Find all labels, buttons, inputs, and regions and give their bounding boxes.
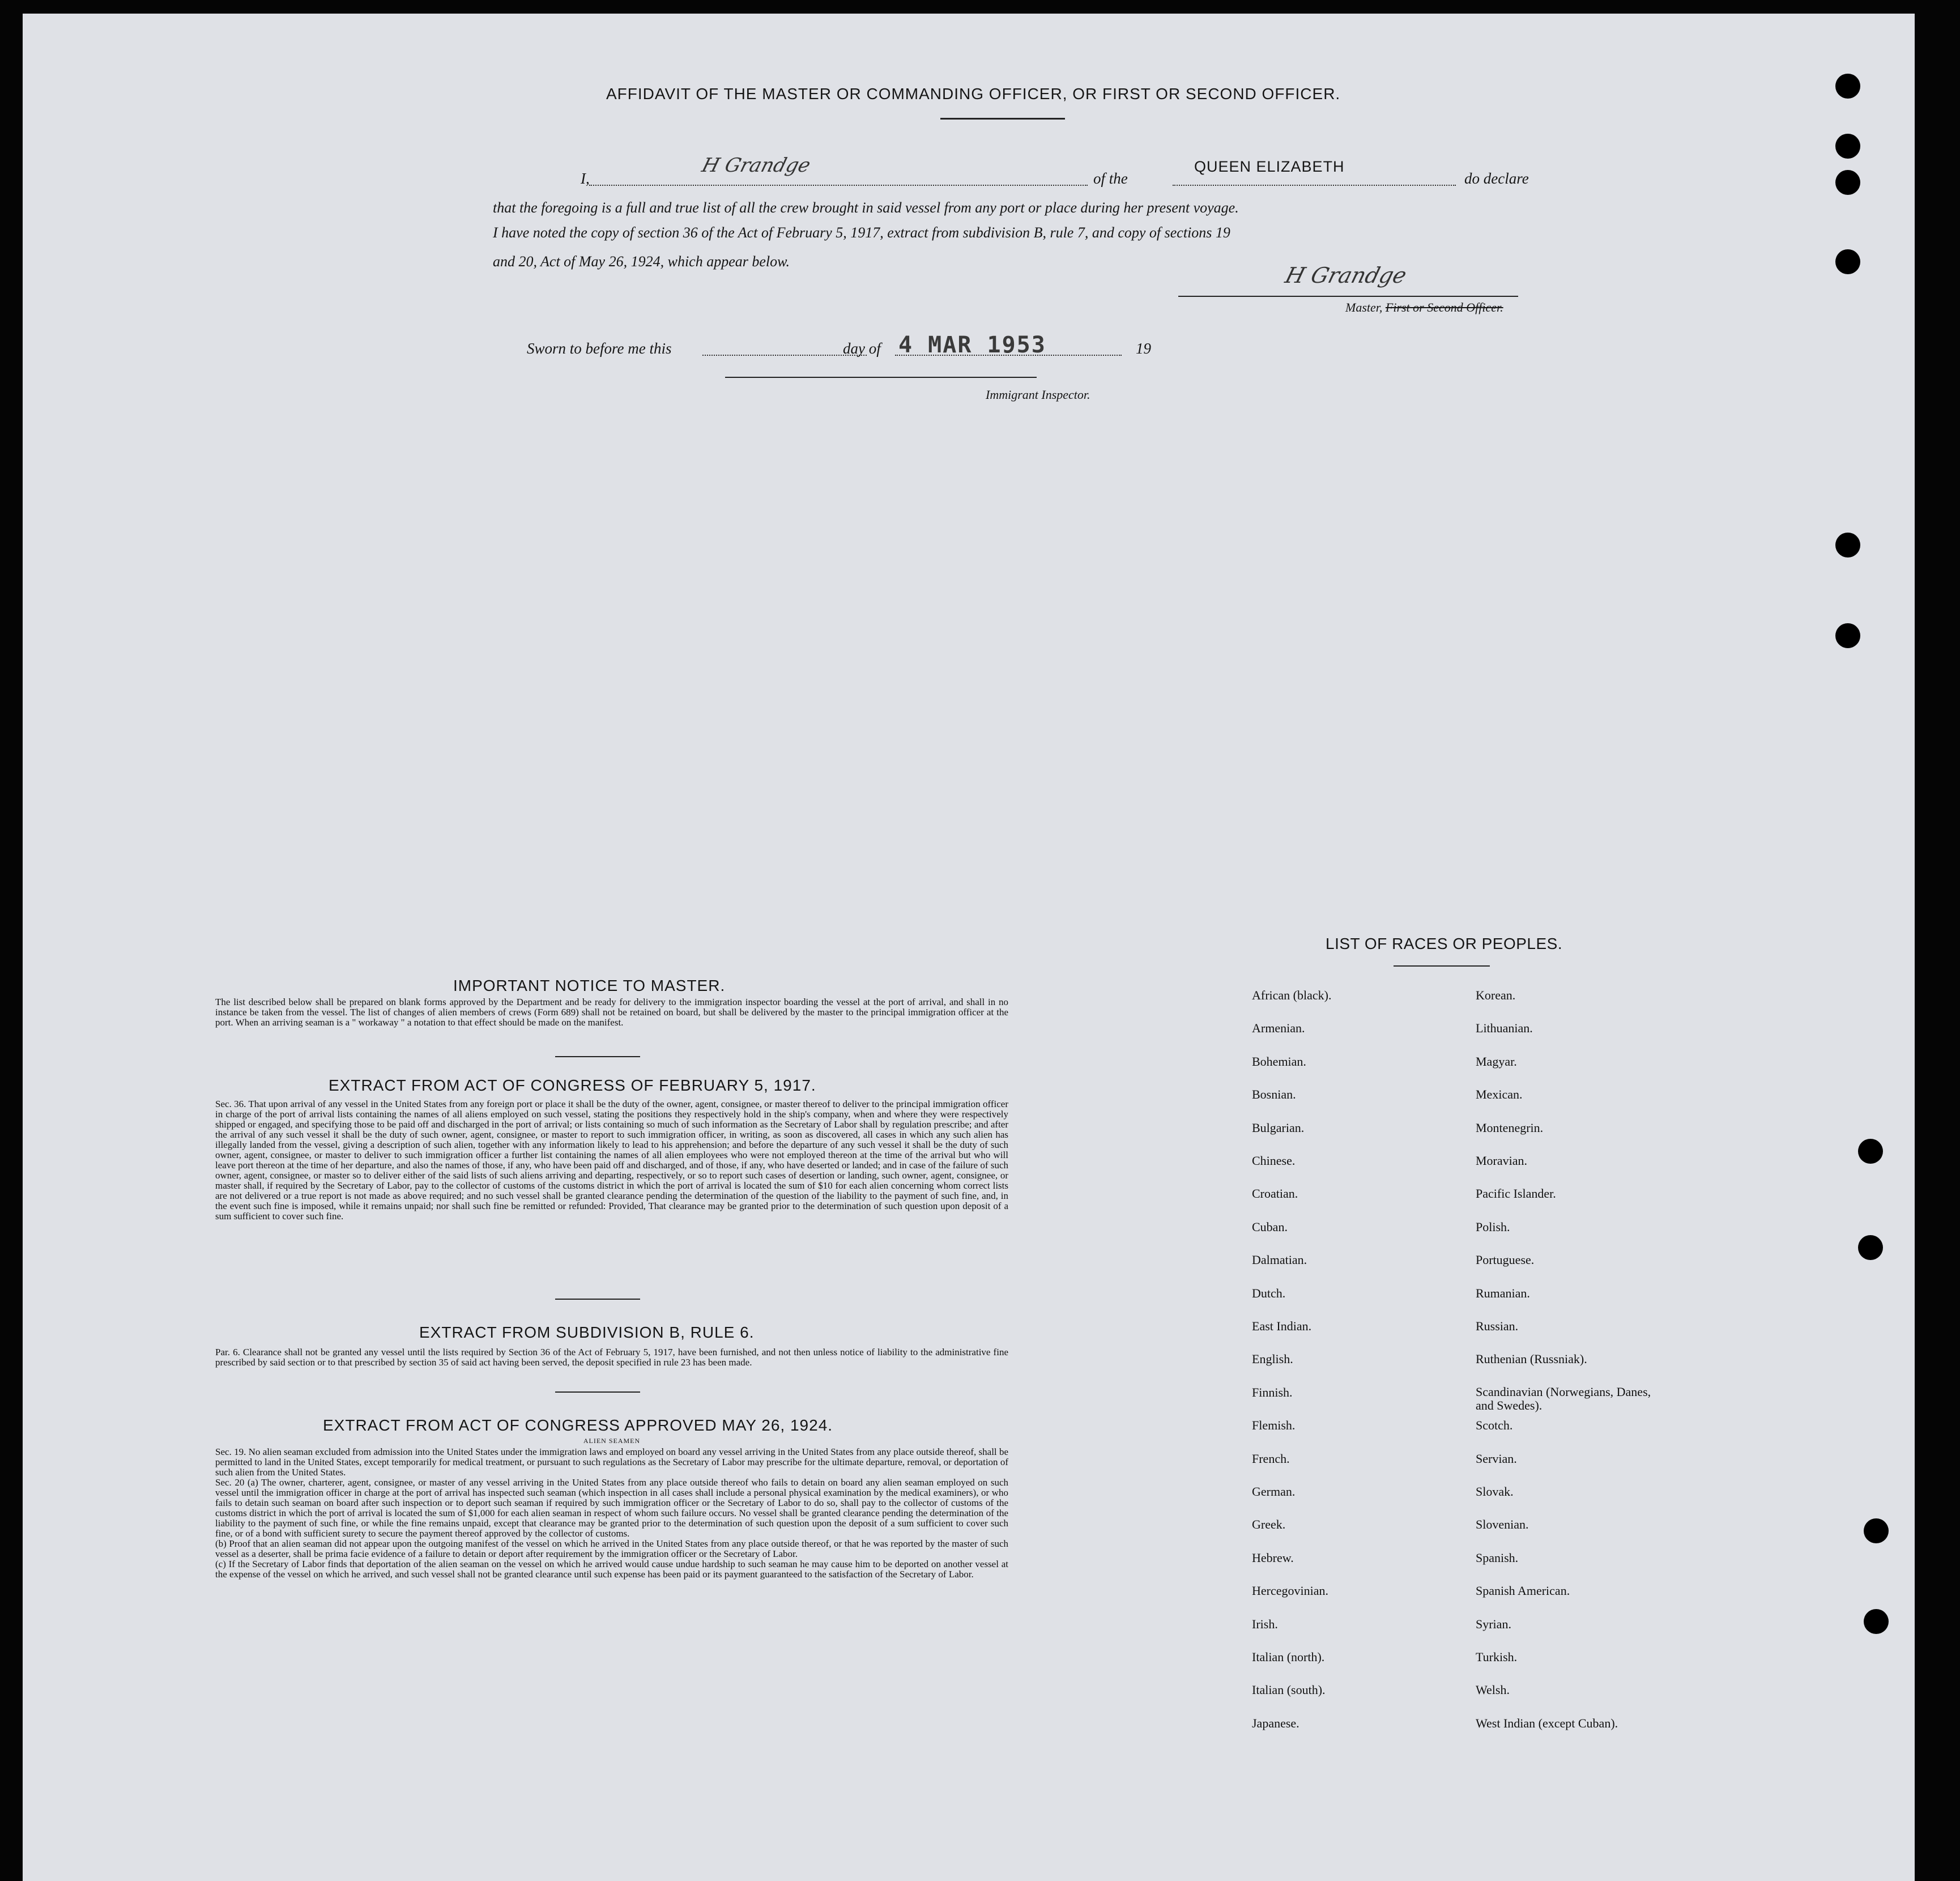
extract-1924-subtitle: ALIEN SEAMEN xyxy=(583,1437,641,1445)
year-prefix: 19 xyxy=(1136,340,1151,357)
extract-1917-rule xyxy=(555,1299,640,1300)
races-title-rule xyxy=(1394,965,1490,967)
affidavit-body-line2: I have noted the copy of section 36 of the Act of February 5, 1917, extract from subdivision B, rule 7, and copy of sections 19 xyxy=(493,224,1230,241)
binder-hole xyxy=(1835,134,1860,159)
binder-hole xyxy=(1858,1139,1883,1164)
extract-1924-title: EXTRACT FROM ACT OF CONGRESS APPROVED MAY 26, 1924. xyxy=(323,1416,833,1434)
race-item: Bohemian. xyxy=(1252,1054,1306,1069)
race-item: Spanish. xyxy=(1476,1550,1519,1565)
race-item: Italian (north). xyxy=(1252,1650,1325,1664)
race-item: Spanish American. xyxy=(1476,1584,1570,1598)
race-item: Irish. xyxy=(1252,1616,1278,1631)
binder-hole xyxy=(1864,1518,1889,1543)
race-item: Russian. xyxy=(1476,1319,1519,1333)
extract-1924-body xyxy=(215,1447,1008,1580)
binder-hole xyxy=(1835,533,1860,558)
race-item: Pacific Islander. xyxy=(1476,1186,1556,1201)
race-item: Korean. xyxy=(1476,988,1516,1002)
race-item: Scotch. xyxy=(1476,1418,1513,1433)
race-item: Rumanian. xyxy=(1476,1286,1530,1300)
race-item: East Indian. xyxy=(1252,1319,1312,1333)
race-item: Montenegrin. xyxy=(1476,1120,1544,1135)
races-title: LIST OF RACES OR PEOPLES. xyxy=(1326,935,1563,952)
affidavit-title-rule xyxy=(940,118,1065,120)
race-item: Portuguese. xyxy=(1476,1253,1535,1267)
name-line xyxy=(589,185,1088,186)
race-item: Polish. xyxy=(1476,1219,1510,1234)
day-of-label: day of xyxy=(843,340,881,357)
sworn-day-line xyxy=(702,355,867,356)
race-item: Slovak. xyxy=(1476,1484,1514,1499)
race-item: Syrian. xyxy=(1476,1616,1511,1631)
race-item: Dalmatian. xyxy=(1252,1253,1307,1267)
race-item: Moravian. xyxy=(1476,1154,1528,1168)
date-stamp: 4 MAR 1953 xyxy=(898,332,1046,358)
binder-hole xyxy=(1835,170,1860,195)
inspector-label: Immigrant Inspector. xyxy=(986,388,1090,402)
subdivision-b-text: Par. 6. Clearance shall not be granted any vessel until the lists required by Section 36 of the Act of February 5, 1917, have been furnished, and not then unless notice of liability to the administrative fine prescribed by said section or to that prescribed by section 35 of said act having been served, the deposit specified in rule 23 has been made. xyxy=(215,1347,1008,1368)
affidavit-title: AFFIDAVIT OF THE MASTER OR COMMANDING OFFICER, OR FIRST OR SECOND OFFICER. xyxy=(606,85,1341,103)
extract-1924-sec20b: (b) Proof that an alien seaman did not appear upon the outgoing manifest of the vessel on which he arrived in the United States from any place outside thereof, or that he was reported by the master of such vessel as a deserter, shall be prima facie evidence of a failure to detain or deport after requirement by the immigration officer or the Secretary of Labor. xyxy=(215,1538,1008,1559)
master-signature: H Grandge xyxy=(1282,263,1409,288)
race-item: Greek. xyxy=(1252,1517,1286,1532)
race-item: Welsh. xyxy=(1476,1683,1510,1697)
race-item: Lithuanian. xyxy=(1476,1021,1533,1036)
notice-text: The list described below shall be prepared on blank forms approved by the Department and be ready for delivery to the immigration inspector boarding the vessel at the port of arrival, and shall in no instance be taken from the vessel. The list of changes of alien members of crews (Form 689) shall not be retained on board, but shall be delivered by the master to the principal immigration officer at the port. When an arriving seaman is a " workaway " a notation to that effect should be made on the manifest. xyxy=(215,997,1008,1028)
race-item: French. xyxy=(1252,1451,1290,1466)
affidavit-body-line1: that the foregoing is a full and true list of all the crew brought in said vessel from any port or place during her present voyage. xyxy=(493,199,1239,216)
do-declare-label: do declare xyxy=(1464,170,1529,187)
master-signature-line xyxy=(1178,296,1518,297)
race-item: African (black). xyxy=(1252,988,1332,1002)
race-item: Ruthenian (Russniak). xyxy=(1476,1352,1587,1367)
binder-hole xyxy=(1835,74,1860,99)
race-item: West Indian (except Cuban). xyxy=(1476,1716,1618,1730)
extract-1924-sec19: Sec. 19. No alien seaman excluded from admission into the United States under the immigration laws and employed on board any vessel arriving in the United States from any place outside thereof, shall be permitted to land in the United States, except temporarily for medical treatment, or pursuant to such regulations as the Secretary of Labor may prescribe for the ultimate departure, removal, or deportation of such alien from the United States. xyxy=(215,1446,1008,1478)
race-item: Scandinavian (Norwegians, Danes, and Swedes). xyxy=(1476,1384,1651,1412)
race-item: Turkish. xyxy=(1476,1650,1518,1664)
binder-hole xyxy=(1864,1609,1889,1634)
master-title: Master, xyxy=(1345,300,1383,314)
notice-title: IMPORTANT NOTICE TO MASTER. xyxy=(453,977,726,994)
race-item: Bosnian. xyxy=(1252,1087,1296,1102)
race-item: Hercegovinian. xyxy=(1252,1584,1328,1598)
handwritten-signature-name: H Grandge xyxy=(699,154,813,177)
sworn-label: Sworn to before me this xyxy=(527,340,672,357)
extract-1917-text: Sec. 36. That upon arrival of any vessel in the United States from any foreign port or place it shall be the duty of the owner, agent, consignee, or master thereof to deliver to the principal immigration officer in charge of the port of arrival lists containing the names of all aliens employed on such vessel, stating the positions they respectively hold in the ship's company, when and where they were respectively shipped or engaged, and specifying those to be paid off and discharged in the port of arrival; or lists containing so much of such information as the Secretary of Labor shall by regulation prescribe; and after the arrival of any such vessel it shall be the duty of such owner, agent, consignee, or master to report to such immigration officer, in writing, as soon as discovered, all cases in which any such alien has illegally landed from the vessel, giving a description of such alien, together with any information likely to lead to his apprehension; and before the departure of any such vessel it shall be the duty of such owner, agent, consignee, or master to deliver to such immigration officer a further list containing the names of all alien employees who were not employed thereon at the time of the arrival but who will leave port thereon at the time of her departure, and also the names of those, if any, who have been paid off and discharged, and of those, if any, who have deserted or landed; and in case of the failure of such owner, agent, consignee, or master so to deliver either of the said lists of such aliens arriving and departing, respectively, or so to report such cases of desertion or landing, such owner, agent, consignee, or master shall, if required by the Secretary of Labor, pay to the collector of customs of the customs district in which the port of arrival is located the sum of $10 for each alien concerning whom correct lists are not delivered or a true report is not made as above required; and no such vessel shall be granted clearance pending the determination of the question of the liability to the payment of such fine, and, in the event such fine is imposed, while it remains unpaid; nor shall such fine be remitted or refunded: Provided, That clearance may be granted prior to the determination of such question upon deposit of a sum sufficient to cover such fine. xyxy=(215,1099,1008,1222)
binder-hole xyxy=(1835,249,1860,274)
race-item: Slovenian. xyxy=(1476,1517,1529,1532)
vessel-name: QUEEN ELIZABETH xyxy=(1194,158,1345,175)
notice-rule xyxy=(555,1056,640,1057)
extract-1924-sec20c: (c) If the Secretary of Labor finds that deportation of the alien seaman on the vessel on which he arrived would cause undue hardship to such seaman he may cause him to be deported on another vessel at the expense of the vessel on which he arrived, and such vessel shall not be granted clearance until such expense has been paid or its payment guaranteed to the satisfaction of the Secretary of Labor. xyxy=(215,1559,1008,1580)
inspector-signature-line xyxy=(725,377,1037,378)
of-the-label: of the xyxy=(1093,170,1128,187)
race-item: Japanese. xyxy=(1252,1716,1299,1730)
race-item: Bulgarian. xyxy=(1252,1120,1305,1135)
race-item: Chinese. xyxy=(1252,1154,1296,1168)
race-item: Magyar. xyxy=(1476,1054,1517,1069)
race-item: Flemish. xyxy=(1252,1418,1296,1433)
subdivision-b-rule xyxy=(555,1391,640,1393)
sworn-date-line xyxy=(895,355,1122,356)
race-item: Cuban. xyxy=(1252,1219,1288,1234)
affidavit-body-line3: and 20, Act of May 26, 1924, which appear below. xyxy=(493,253,790,270)
race-item: Croatian. xyxy=(1252,1186,1298,1201)
race-item: Finnish. xyxy=(1252,1385,1293,1399)
race-item: Servian. xyxy=(1476,1451,1517,1466)
document-sheet xyxy=(23,14,1915,1881)
race-item: Armenian. xyxy=(1252,1021,1305,1036)
vessel-line xyxy=(1173,185,1456,186)
race-item: Mexican. xyxy=(1476,1087,1523,1102)
race-item: Dutch. xyxy=(1252,1286,1286,1300)
race-item: German. xyxy=(1252,1484,1296,1499)
subdivision-b-title: EXTRACT FROM SUBDIVISION B, RULE 6. xyxy=(419,1323,755,1341)
extract-1924-sec20a: Sec. 20 (a) The owner, charterer, agent, consignee, or master of any vessel arriving in the United States from any place outside thereof who fails to detain on board any alien seaman employed on such vessel until the immigration officer in charge at the port of arrival has inspected such seaman (which inspection in all cases shall include a personal physical examination by the medical examiners), or who fails to detain such seaman on board after such inspection or to deport such seaman if required by such immigration officer or the Secretary of Labor to do so, shall pay to the collector of customs of the customs district in which the port of arrival is located the sum of $1,000 for each alien seaman in respect of whom such failure occurs. No vessel shall be granted clearance pending the determination of the liability to the payment of such fine, or while the fine remains unpaid, except that clearance may be granted prior to the determination of such question upon the deposit of a sum sufficient to cover such fine, or of a bond with sufficient surety to secure the payment thereof approved by the collector of customs. xyxy=(215,1477,1008,1539)
race-item: Italian (south). xyxy=(1252,1683,1326,1697)
i-label: I, xyxy=(581,170,590,187)
binder-hole xyxy=(1835,623,1860,648)
race-item: Hebrew. xyxy=(1252,1550,1294,1565)
struck-officer-title: First or Second Officer. xyxy=(1385,300,1503,314)
binder-hole xyxy=(1858,1235,1883,1260)
race-item: English. xyxy=(1252,1352,1293,1367)
master-label xyxy=(1345,300,1503,315)
extract-1917-title: EXTRACT FROM ACT OF CONGRESS OF FEBRUARY 5, 1917. xyxy=(329,1076,816,1094)
